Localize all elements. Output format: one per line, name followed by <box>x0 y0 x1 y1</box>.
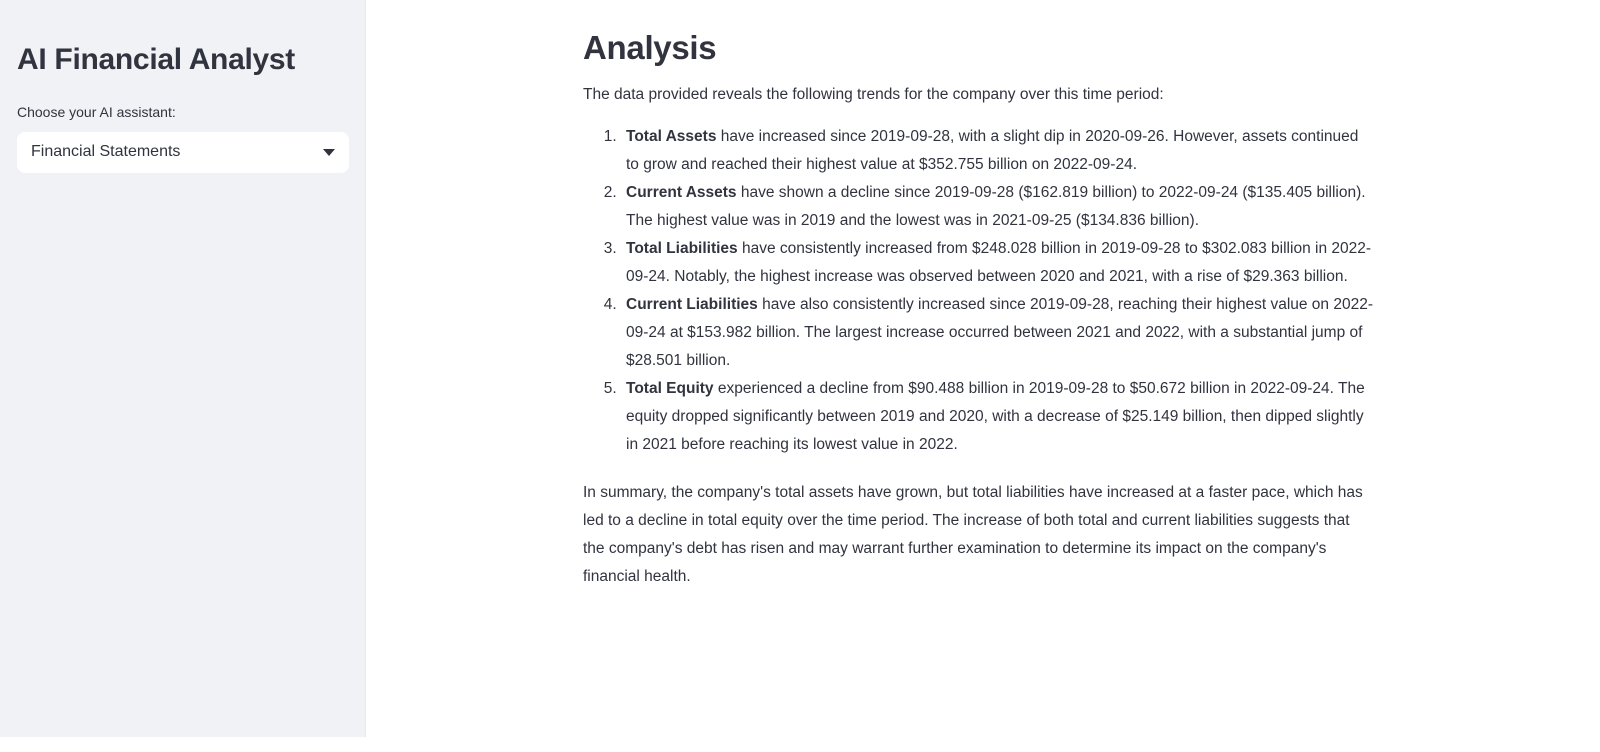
trend-term: Total Liabilities <box>626 239 738 257</box>
page-title: Analysis <box>583 29 717 66</box>
trend-text: have increased since 2019-09-28, with a slight dip in 2020-09-26. However, assets continued to grow and reached their highest value at $352.755 billion on 2022-09-24. <box>626 127 1359 173</box>
trend-text: have consistently increased from $248.028 billion in 2019-09-28 to $302.083 billion in 2022-09-24. Notably, the highest increase was observed between 2020 and 2021, with a rise of $29.363 billion. <box>626 239 1372 285</box>
summary-paragraph: In summary, the company's total assets have grown, but total liabilities have increased at a faster pace, which has led to a decline in total equity over the time period. The increase of both total and current liabilities suggests that the company's debt has risen and may warrant further examination to determine its impact on the company's financial health. <box>583 483 1363 585</box>
trend-term: Total Equity <box>626 379 714 397</box>
trend-text: have also consistently increased since 2019-09-28, reaching their highest value on 2022-09-24 at $153.982 billion. The largest increase occurred between 2021 and 2022, with a substantial jump of $28.501 billion. <box>626 295 1373 369</box>
trend-term: Current Liabilities <box>626 295 758 313</box>
list-item <box>621 179 1373 235</box>
intro-paragraph: The data provided reveals the following trends for the company over this time period: <box>583 85 1164 103</box>
trend-list <box>583 123 1373 459</box>
assistant-select-label: Choose your AI assistant: <box>17 103 176 120</box>
list-item <box>621 291 1373 375</box>
main-content <box>367 0 1600 752</box>
sidebar-title: AI Financial Analyst <box>17 43 295 76</box>
content-container <box>367 0 1373 591</box>
list-item <box>621 235 1373 291</box>
trend-text: experienced a decline from $90.488 billion in 2019-09-28 to $50.672 billion in 2022-09-24. The equity dropped significantly between 2019 and 2020, with a decrease of $25.149 billion, then dipped slightly in 2021 before reaching its lowest value in 2022. <box>626 379 1365 453</box>
assistant-select[interactable] <box>17 132 349 173</box>
list-item <box>621 123 1373 179</box>
trend-term: Total Assets <box>626 127 717 145</box>
sidebar <box>0 0 366 737</box>
trend-term: Current Assets <box>626 183 737 201</box>
assistant-select-value: Financial Statements <box>31 143 181 161</box>
list-item <box>621 375 1373 459</box>
trend-text: have shown a decline since 2019-09-28 ($162.819 billion) to 2022-09-24 ($135.405 billion). The highest value was in 2019 and the lowest was in 2021-09-25 ($134.836 billion). <box>626 183 1366 229</box>
chevron-down-icon <box>323 149 335 156</box>
